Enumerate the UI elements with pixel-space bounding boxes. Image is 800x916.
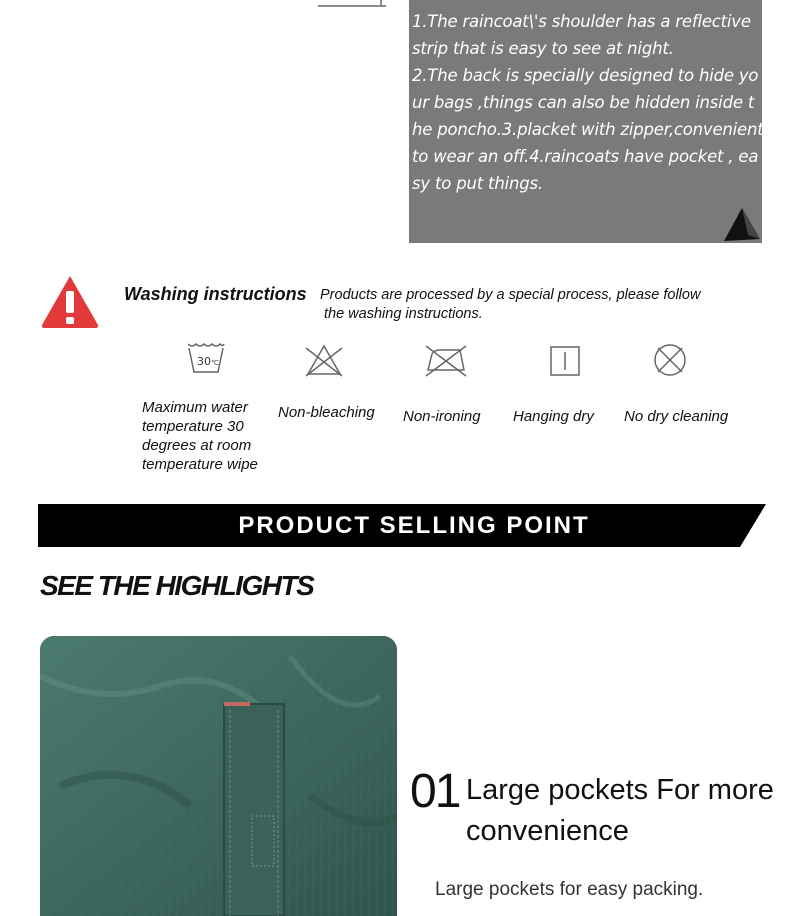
hang-dry-icon xyxy=(548,344,588,380)
wash-30-icon xyxy=(186,340,226,376)
no-dry-clean-icon xyxy=(652,342,692,378)
no-bleach-icon xyxy=(304,342,344,378)
corner-triangle-icon xyxy=(722,205,762,243)
care-label-dry-clean: No dry cleaning xyxy=(624,408,729,425)
description-box xyxy=(409,0,762,243)
washing-instructions-title: Washing instructions xyxy=(124,284,307,304)
wash-temp-label: 30 xyxy=(197,355,211,368)
care-label-iron: Non-ironing xyxy=(403,408,481,425)
feature-description: Large pockets for easy packing. xyxy=(435,879,704,900)
banner-title: PRODUCT SELLING POINT xyxy=(238,512,590,539)
no-iron-icon xyxy=(422,342,470,378)
feature-title: Large pockets For more convenience xyxy=(466,774,774,847)
washing-note-line2: the washing instructions. xyxy=(324,306,483,322)
care-label-dry: Hanging dry xyxy=(513,408,594,425)
raincoat-photo xyxy=(40,636,397,916)
description-text: 1.The raincoat\'s shoulder has a reflective strip that is easy to see at night. 2.The back is specially designed to hide your bags ,things can also be hidden inside the poncho.3.placket with zipper,convenient to wear an off.4.raincoats have pocket , easy to put things. xyxy=(412,12,764,193)
care-label-bleach: Non-bleaching xyxy=(278,404,375,421)
warning-icon xyxy=(40,273,100,329)
top-decoration xyxy=(318,0,398,10)
washing-note-line1: Products are processed by a special process, please follow xyxy=(320,287,701,303)
svg-text:℃: ℃ xyxy=(211,359,219,367)
care-label-wash: Maximum water temperature 30 degrees at room temperature wipe xyxy=(142,399,258,473)
washing-note xyxy=(320,286,740,324)
highlights-title: SEE THE HIGHLIGHTS xyxy=(40,570,314,601)
feature-number: 01 xyxy=(410,765,460,818)
